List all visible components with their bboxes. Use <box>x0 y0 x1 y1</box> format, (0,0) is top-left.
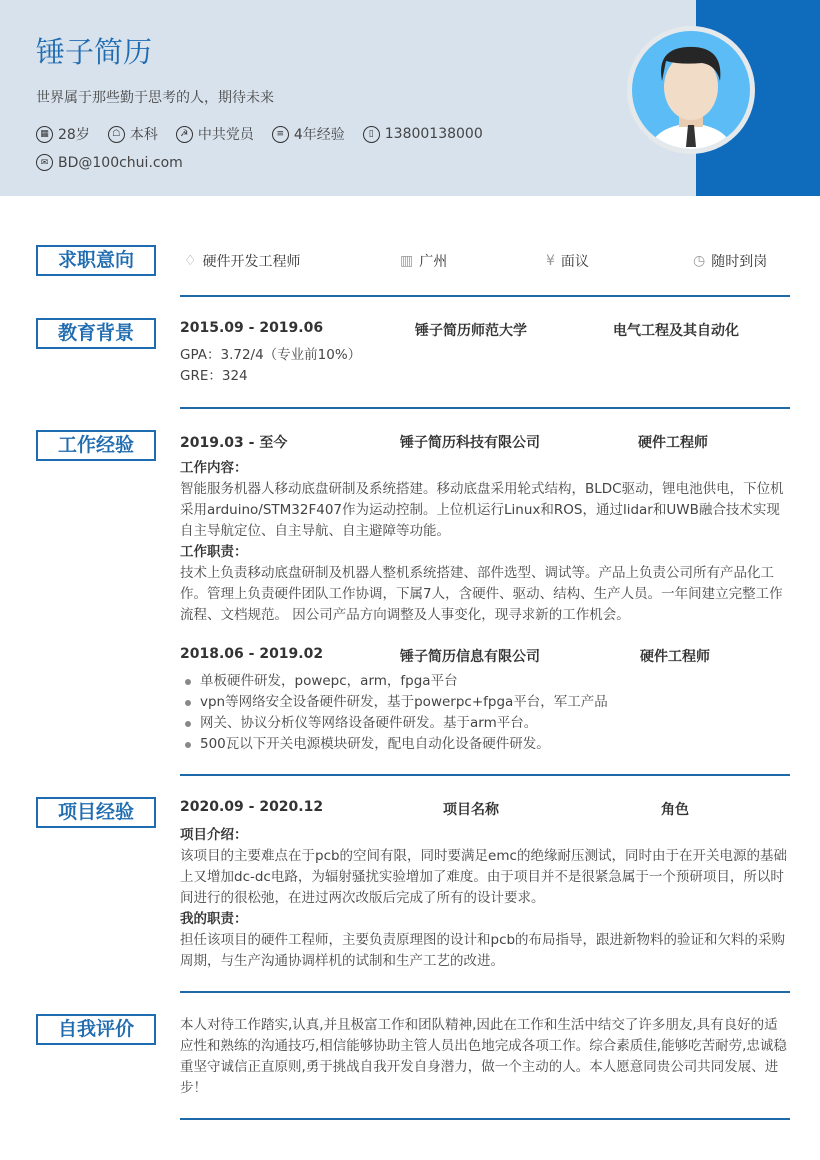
section-project: 项目经验 <box>36 797 156 828</box>
divider <box>180 774 790 776</box>
calendar-icon: ▦ <box>36 126 53 143</box>
email-icon: ✉ <box>36 154 53 171</box>
work-title: 硬件工程师 <box>638 435 708 451</box>
age: 28岁 <box>58 127 90 143</box>
info-row <box>36 124 483 144</box>
project-period: 2020.09 - 2020.12 <box>180 799 324 815</box>
section-self: 自我评价 <box>36 1014 156 1045</box>
yen-icon: ¥ <box>546 253 555 269</box>
degree: 本科 <box>129 127 158 143</box>
resume-name: 锤子简历 <box>36 35 153 69</box>
edu-gpa: GPA：3.72/4（专业前10%） <box>180 347 362 363</box>
divider <box>180 407 790 409</box>
edu-major: 电气工程及其自动化 <box>613 323 739 339</box>
work-period: 2018.06 - 2019.02 <box>180 646 324 662</box>
motto: 世界属于那些勤于思考的人，期待未来 <box>36 90 274 106</box>
work-bullets: 单板硬件研发，powepc，arm，fpga平台 vpn等网络安全设备硬件研发，基于powerpc+fpga平台，军工产品 网关、协议分析仪等网络设备硬件研发。基于arm平台。 500瓦以下开关电源模块研发，配电自动化设备硬件研发。 <box>180 671 790 755</box>
politics: 中共党员 <box>197 127 254 143</box>
work-company: 锤子简历科技有限公司 <box>400 435 540 451</box>
work-title: 硬件工程师 <box>640 649 710 665</box>
edu-gre: GRE：324 <box>180 368 248 384</box>
intent-position: ♢ 硬件开发工程师 <box>184 253 301 270</box>
section-education: 教育背景 <box>36 318 156 349</box>
phone-icon: ▯ <box>363 126 380 143</box>
work-company: 锤子简历信息有限公司 <box>400 649 540 665</box>
work-period: 2019.03 - 至今 <box>180 435 288 451</box>
edu-school: 锤子简历师范大学 <box>415 323 527 339</box>
self-evaluation: 本人对待工作踏实,认真,并且极富工作和团队精神,因此在工作和生活中结交了许多朋友,具有良好的适应性和熟练的沟通技巧,相信能够协助主管人员出色地完成各项工作。综合素质佳,能够吃苦耐劳,忠诚稳重坚守诚信正直原则,勇于挑战自我开发自身潜力，做一个主动的人。本人愿意同贵公司共同发展、进步！ <box>180 1017 787 1096</box>
divider <box>180 295 790 297</box>
party-icon: ☭ <box>176 126 193 143</box>
section-intent: 求职意向 <box>36 245 156 276</box>
document-icon: ≡ <box>272 126 289 143</box>
intent-salary: ¥ 面议 <box>546 253 589 270</box>
section-work: 工作经验 <box>36 430 156 461</box>
work-detail: 工作内容： 智能服务机器人移动底盘研制及系统搭建。移动底盘采用轮式结构，BLDC驱动，锂电池供电，下位机采用arduino/STM32F407作为运动控制。上位机运行Linux和ROS，通过lidar和UWB融合技术实现自主导航定位、自主导航、自主避障等功能。 工作职责： 技术上负责移动底盘研制及机器人整机系统搭建、部件选型、调试等。产品上负责公司所有产品化工作。管理上负责硬件团队工作协调，下属7人，含硬件、驱动、结构、生产人员。一年间建立完整工作流程、文档规范。 因公司产品方向调整及人事变化，现寻求新的工作机会。 <box>180 460 784 623</box>
divider <box>180 991 790 993</box>
divider <box>180 1118 790 1120</box>
project-role: 角色 <box>661 802 689 818</box>
phone: 13800138000 <box>384 126 483 142</box>
tie-icon: ♢ <box>184 253 197 269</box>
building-icon: ▥ <box>400 253 414 269</box>
project-detail: 项目介绍： 该项目的主要难点在于pcb的空间有限，同时要满足emc的绝缘耐压测试，同时由于在开关电源的基础上又增加dc-dc电路，为辐射骚扰实验增加了难度。由于项目并不是很紧急属于一个预研项目，所以时间进行的很松弛，在进过两次改版后完成了所有的设计要求。 我的职责： 担任该项目的硬件工程师，主要负责原理图的设计和pcb的布局指导，跟进新物料的验证和欠料的采购周期，与生产沟通协调样机的试制和生产工艺的改进。 <box>180 827 787 969</box>
project-name: 项目名称 <box>443 802 499 818</box>
edu-period: 2015.09 - 2019.06 <box>180 320 324 336</box>
avatar <box>627 26 755 154</box>
intent-availability: ◷ 随时到岗 <box>693 253 768 270</box>
graduation-icon: ☖ <box>108 126 125 143</box>
experience: 4年经验 <box>293 127 345 143</box>
clock-icon: ◷ <box>693 253 706 269</box>
email: BD@100chui.com <box>58 154 183 171</box>
intent-city: ▥ 广州 <box>400 253 448 270</box>
